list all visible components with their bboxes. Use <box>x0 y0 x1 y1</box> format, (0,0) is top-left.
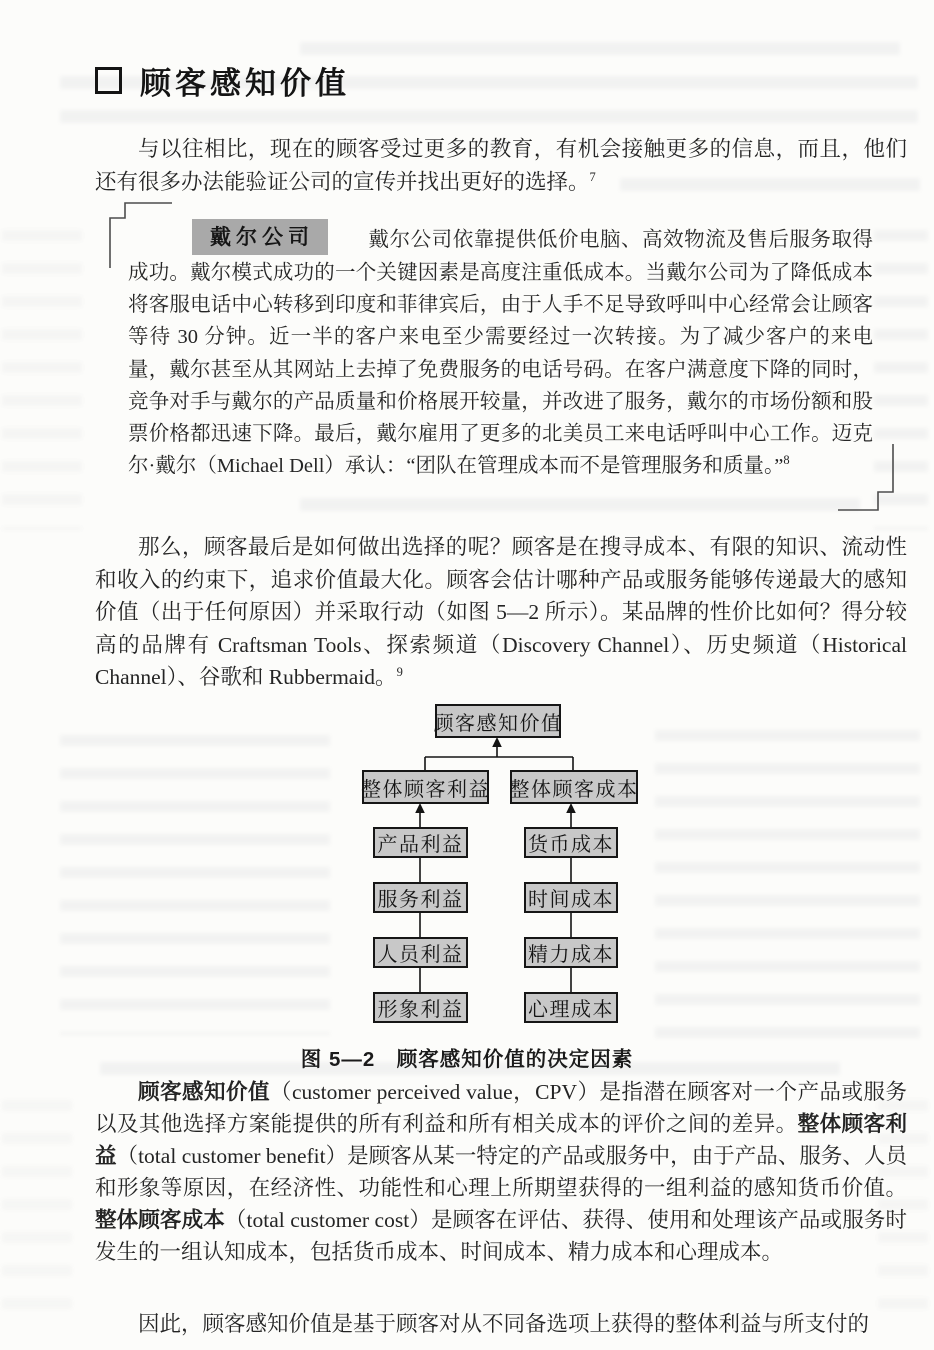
fig-box-total-customer-benefit: 整体顾客利益 <box>362 770 489 804</box>
footnote-ref-8: 8 <box>783 453 790 468</box>
figure-5-2 <box>0 700 934 1045</box>
closing-paragraph: 因此，顾客感知价值是基于顾客对从不同备选项上获得的整体利益与所支付的 <box>138 1312 870 1336</box>
section-heading <box>95 58 350 103</box>
fig-box-psychic-cost: 心理成本 <box>524 992 618 1023</box>
fig-box-service-benefit: 服务利益 <box>373 882 468 913</box>
figure-caption: 图 5—2 顾客感知价值的决定因素 <box>300 1048 634 1071</box>
section-square-marker-icon <box>95 67 122 94</box>
print-bleed-artifact <box>2 1100 72 1320</box>
term-total-customer-cost: 整体顾客成本 <box>95 1208 225 1232</box>
dell-case-box <box>128 221 873 482</box>
case-label: 戴尔公司 <box>192 219 328 255</box>
definition-paragraph <box>95 1076 907 1268</box>
fig-box-perceived-value: 顾客感知价值 <box>435 704 561 738</box>
term-total-customer-benefit: 整体顾客利益 <box>95 1112 907 1168</box>
intro-text: 与以往相比，现在的顾客受过更多的教育，有机会接触更多的信息，而且，他们还有很多办法能验证公司的宣传并找出更好的选择。 <box>95 137 907 194</box>
print-bleed-artifact <box>2 230 82 530</box>
fig-box-monetary-cost: 货币成本 <box>524 827 618 858</box>
case-body-text: 戴尔公司依靠提供低价电脑、高效物流及售后服务取得成功。戴尔模式成功的一个关键因素是高度注重低成本。当戴尔公司为了降低成本将客服电话中心转移到印度和菲律宾后，由于人手不足导致呼叫中心经常会让顾客等待 30 分钟。近一半的客户来电至少需要经过一次转接。为了减少客户的来电量，戴尔甚至从其网站上去掉了免费服务的电话号码。在客户满意度下降的同时，竞争对手与戴尔的产品质量和价格展开较量，并改进了服务，戴尔的市场份额和股票价格都迅速下降。最后，戴尔雇用了更多的北美员工来电话呼叫中心工作。迈克尔·戴尔（Michael Dell）承认：“团队在管理成本而不是管理服务和质量。” <box>128 229 873 478</box>
print-bleed-artifact <box>60 110 918 123</box>
fig-box-product-benefit: 产品利益 <box>373 827 468 858</box>
print-bleed-artifact <box>874 230 928 530</box>
footnote-ref-7: 7 <box>589 169 596 184</box>
section-heading-text: 顾客感知价值 <box>140 66 350 101</box>
fig-box-total-customer-cost: 整体顾客成本 <box>510 770 638 804</box>
definition-text-1: （customer perceived value，CPV）是指潜在顾客对一个产品或服务以及其他选择方案能提供的所有利益和所有相关成本的评价之间的差异。 <box>95 1080 907 1136</box>
fig-box-time-cost: 时间成本 <box>524 882 618 913</box>
definition-text-3: （total customer cost）是顾客在评估、获得、使用和处理该产品或服务时发生的一组认知成本，包括货币成本、时间成本、精力成本和心理成本。 <box>95 1208 907 1264</box>
print-bleed-artifact <box>300 498 860 511</box>
print-bleed-artifact <box>300 42 900 55</box>
footnote-ref-9: 9 <box>396 664 403 679</box>
fig-box-energy-cost: 精力成本 <box>524 937 618 968</box>
intro-paragraph <box>95 133 907 198</box>
definition-text-2: （total customer benefit）是顾客从某一特定的产品或服务中，由于产品、服务、人员和形象等原因，在经济性、功能性和心理上所期望获得的一组利益的感知货币价值。 <box>95 1144 907 1200</box>
fig-box-personnel-benefit: 人员利益 <box>373 937 468 968</box>
choice-text: 那么，顾客最后是如何做出选择的呢？顾客是在搜寻成本、有限的知识、流动性和收入的约束下，追求价值最大化。顾客会估计哪种产品或服务能够传递最大的感知价值（出于任何原因）并采取行动（如图 5—2 所示）。某品牌的性价比如何？得分较高的品牌有 Craftsman Tools、探索频道（Discovery Channel）、历史频道（Historical Channel）、谷歌和 Rubbermaid。 <box>95 535 907 689</box>
fig-box-image-benefit: 形象利益 <box>373 992 468 1023</box>
term-customer-perceived-value: 顾客感知价值 <box>138 1080 270 1104</box>
choice-paragraph <box>95 531 907 694</box>
